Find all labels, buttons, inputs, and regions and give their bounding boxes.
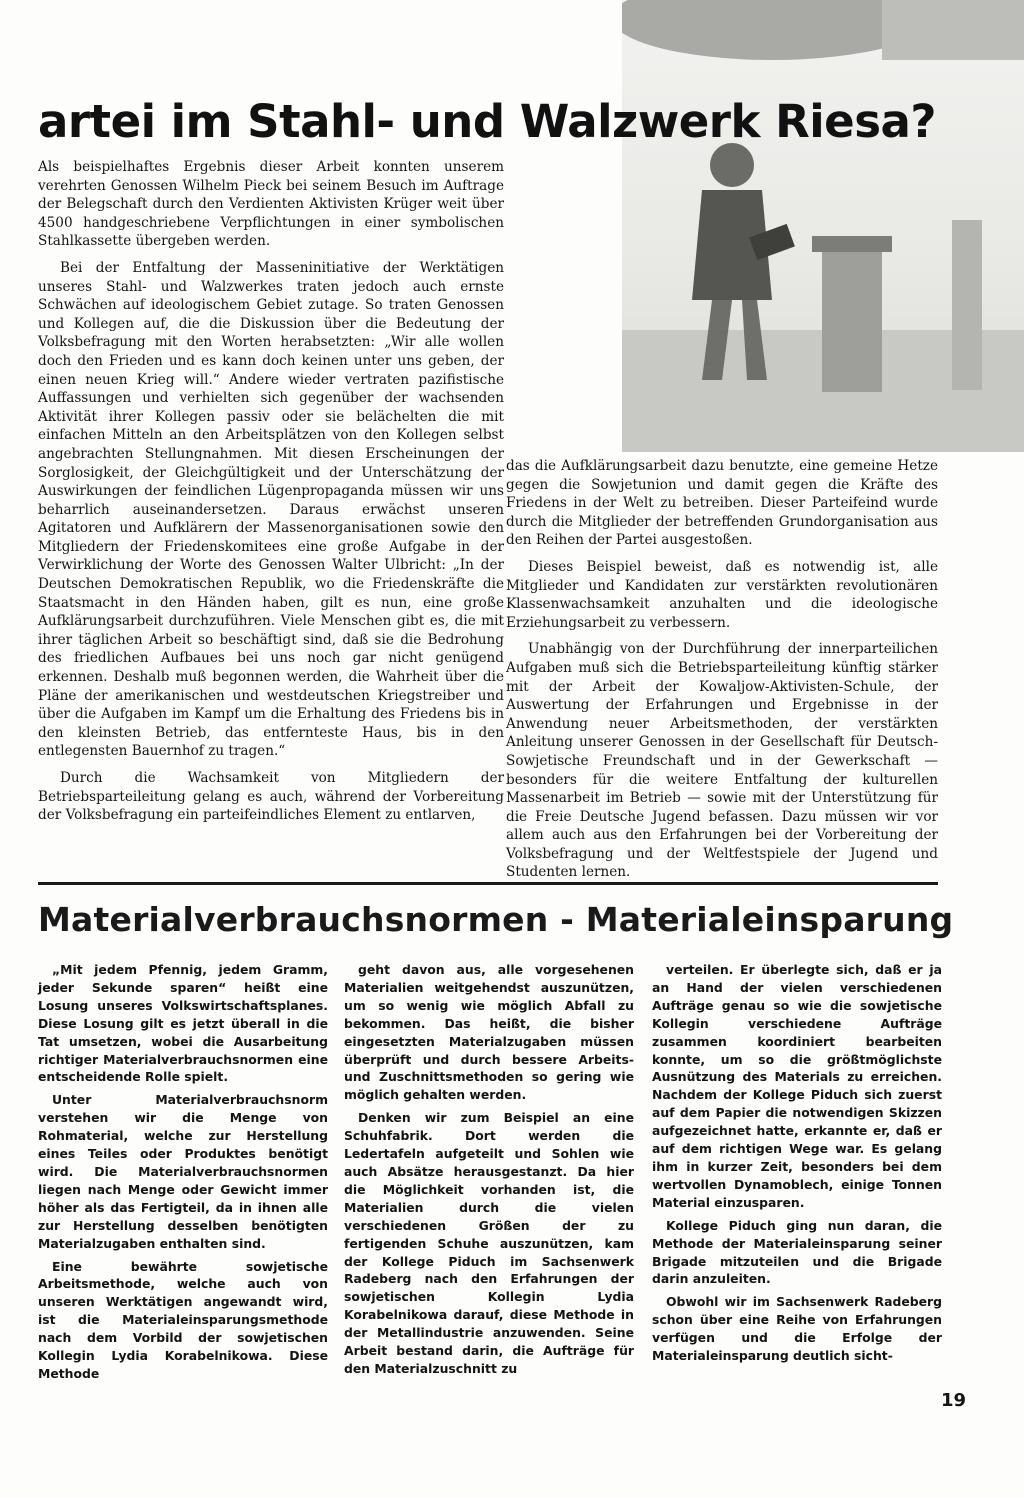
article-column-left: [38, 158, 504, 833]
paragraph: Unabhängig von der Durchführung der innerparteilichen Aufgaben muß sich die Betriebsparteileitung künftig stärker mit der Arbeit der Kowaljow-Aktivisten-Schule, der Auswertung der Erfahrungen und Ergebnisse in der Anwendung neuer Arbeitsmethoden, der verstärkten Anleitung unserer Genossen in der Gesellschaft für Deutsch-Sowjetische Freundschaft und in der Gewerkschaft — besonders für die weitere Entfaltung der kulturellen Massenarbeit im Betrieb — sowie mit der Unterstützung für die Freie Deutsche Jugend befassen. Dazu müssen wir vor allem auch aus den Erfahrungen bei der Vorbereitung der Volksbefragung und der Weltfestspiele der Jugend und Studenten lernen.: [506, 641, 938, 881]
photo-worker-at-steelworks: [622, 0, 1024, 452]
paragraph: Kollege Piduch ging nun daran, die Methode der Materialeinsparung seiner Brigade mitzuteilen und die Brigade darin anzuleiten.: [652, 1217, 942, 1287]
article2-column-2: [344, 961, 634, 1383]
photo-column-cap: [812, 236, 892, 252]
photo-column-right: [952, 220, 982, 390]
paragraph: geht davon aus, alle vorgesehenen Materialien weitgehendst auszunützen, um so wenig wie möglich Abfall zu bekommen. Das heißt, die bisher eingesetzten Materialzugaben müssen überprüft und durch bessere Arbeits- und Zuschnittsmethoden so gering wie möglich gehalten werden.: [344, 962, 634, 1103]
page-number: 19: [940, 1390, 966, 1411]
paragraph: Obwohl wir im Sachsenwerk Radeberg schon über eine Reihe von Erfahrungen verfügen und die Erfolge der Materialeinsparung deutlich sicht-: [652, 1294, 942, 1364]
paragraph: Als beispielhaftes Ergebnis dieser Arbeit konnten unserem verehrten Genossen Wilhelm Pieck bei seinem Besuch im Auftrage der Belegschaft durch den Verdienten Aktivisten Krüger weit über 4500 handgeschriebene Verpflichtungen in einer symbolischen Stahlkassette übergeben werden.: [38, 159, 504, 250]
paragraph: das die Aufklärungsarbeit dazu benutzte, eine gemeine Hetze gegen die Sowjetunion und damit gegen die Kräfte des Friedens in der Welt zu betreiben. Dieser Parteifeind wurde durch die Mitglieder der betreffenden Grundorganisation aus den Reihen der Partei ausgestoßen.: [506, 458, 938, 549]
section-divider: [38, 882, 938, 885]
paragraph: Eine bewährte sowjetische Arbeitsmethode, welche auch von unseren Werktätigen angewandt wird, ist die Materialeinsparungsmethode nach dem Vorbild der sowjetischen Kollegin Lydia Korabelnikowa. Diese Methode: [38, 1258, 328, 1381]
paragraph: „Mit jedem Pfennig, jedem Gramm, jeder Sekunde sparen“ heißt eine Losung unseres Volkswirtschaftsplanes. Diese Losung gilt es jetzt überall in die Tat umsetzen, wobei die Ausarbeitung richtiger Materialverbrauchsnormen eine entscheidende Rolle spielt.: [38, 962, 328, 1085]
article-column-right: [506, 457, 938, 890]
photo-column: [822, 242, 882, 392]
article2-column-3: [652, 961, 942, 1370]
paragraph: Dieses Beispiel beweist, daß es notwendig ist, alle Mitglieder und Kandidaten zur verstärkten revolutionären Klassenwachsamkeit anzuhalten und die ideologische Erziehungsarbeit zu verbessern.: [506, 558, 938, 631]
paragraph: verteilen. Er überlegte sich, daß er ja an Hand der vielen verschiedenen Aufträge genau so wie die sowjetische Kollegin verschiedene Aufträge zusammen koordiniert bearbeiten konnte, um so die größtmöglichste Ausnützung des Materials zu erreichen. Nachdem der Kollege Piduch sich zuerst auf dem Papier die notwendigen Skizzen aufgezeichnet hatte, erkannte er, daß er auf dem richtigen Wege war. Es gelang ihm in kurzer Zeit, besonders bei dem wertvollen Dynamoblech, einige Tonnen Material einzusparen.: [652, 962, 942, 1210]
photo-illustration: [622, 0, 1024, 452]
article-headline: artei im Stahl- und Walzwerk Riesa?: [38, 95, 936, 148]
article-headline-material: Materialverbrauchsnormen - Materialeinsparung: [38, 900, 954, 939]
paragraph: Bei der Entfaltung der Masseninitiative der Werktätigen unseres Stahl- und Walzwerkes traten jedoch auch ernste Schwächen auf ideologischem Gebiet zutage. So traten Genossen und Kollegen auf, die die Diskussion über die Bedeutung der Volksbefragung mit den Worten herabsetzten: „Wir alle wollen doch den Frieden und es kann doch keinen unter uns geben, der einen neuen Krieg will.“ Andere wieder vertraten pazifistische Auffassungen und verhielten sich gegenüber der wachsenden Aktivität ihrer Kollegen passiv oder sie belächelten die mit einfachen Mitteln an den Arbeitsplätzen von den Kollegen selbst angebrachten Stellungnahmen. Mit diesen Erscheinungen der Sorglosigkeit, der Gleichgültigkeit und der Unterschätzung der Auswirkungen der feindlichen Lügenpropaganda müssen wir uns beharrlich auseinandersetzen. Daraus erwächst unseren Agitatoren und Aufklärern der Massenorganisationen sowie den Mitgliedern der Friedenskomitees eine große Aufgabe in der Verwirklichung der Worte des Genossen Walter Ulbricht: „In der Deutschen Demokratischen Republik, wo die Friedenskräfte die Staatsmacht in den Händen haben, gilt es nun, eine große Aufklärungsarbeit durchzuführen. Viele Menschen gibt es, die mit ihrer täglichen Arbeit so beschäftigt sind, daß sie die Bedrohung des friedlichen Aufbaues bei uns noch gar nicht genügend erkennen. Deshalb muß begonnen werden, die Wahrheit über die Pläne der amerikanischen und westdeutschen Kriegstreiber und über die Aufgaben im Kampf um die Erhaltung des Friedens bis in den kleinsten Betrieb, das entfernteste Haus, bis in den entlegensten Bauernhof zu tragen.“: [38, 259, 504, 760]
paragraph: Denken wir zum Beispiel an eine Schuhfabrik. Dort werden die Ledertafeln aufgeteilt und Sohlen wie auch Absätze herausgestanzt. Da hier die Möglichkeit vorhanden ist, die Materialien durch die vielen verschiedenen Größen der zu fertigenden Schuhe auszunützen, kam der Kollege Piduch im Sachsenwerk Radeberg nach den Erfahrungen der sowjetischen Kollegin Lydia Korabelnikowa darauf, diese Methode in der Metallindustrie anzuwenden. Seine Arbeit bestand darin, die Aufträge für den Materialzuschnitt zu: [344, 1110, 634, 1376]
photo-top-shape: [882, 0, 1024, 60]
paragraph: Durch die Wachsamkeit von Mitgliedern der Betriebsparteileitung gelang es auch, während der Vorbereitung der Volksbefragung ein parteifeindliches Element zu entlarven,: [38, 770, 504, 824]
article2-column-1: [38, 961, 328, 1388]
paragraph: Unter Materialverbrauchsnorm verstehen wir die Menge von Rohmaterial, welche zur Herstellung eines Teiles oder Produktes benötigt wird. Die Materialverbrauchsnormen liegen nach Menge oder Gewicht immer höher als das Fertigteil, da in ihnen alle zur Herstellung desselben benötigten Materialzugaben enthalten sind.: [38, 1092, 328, 1251]
